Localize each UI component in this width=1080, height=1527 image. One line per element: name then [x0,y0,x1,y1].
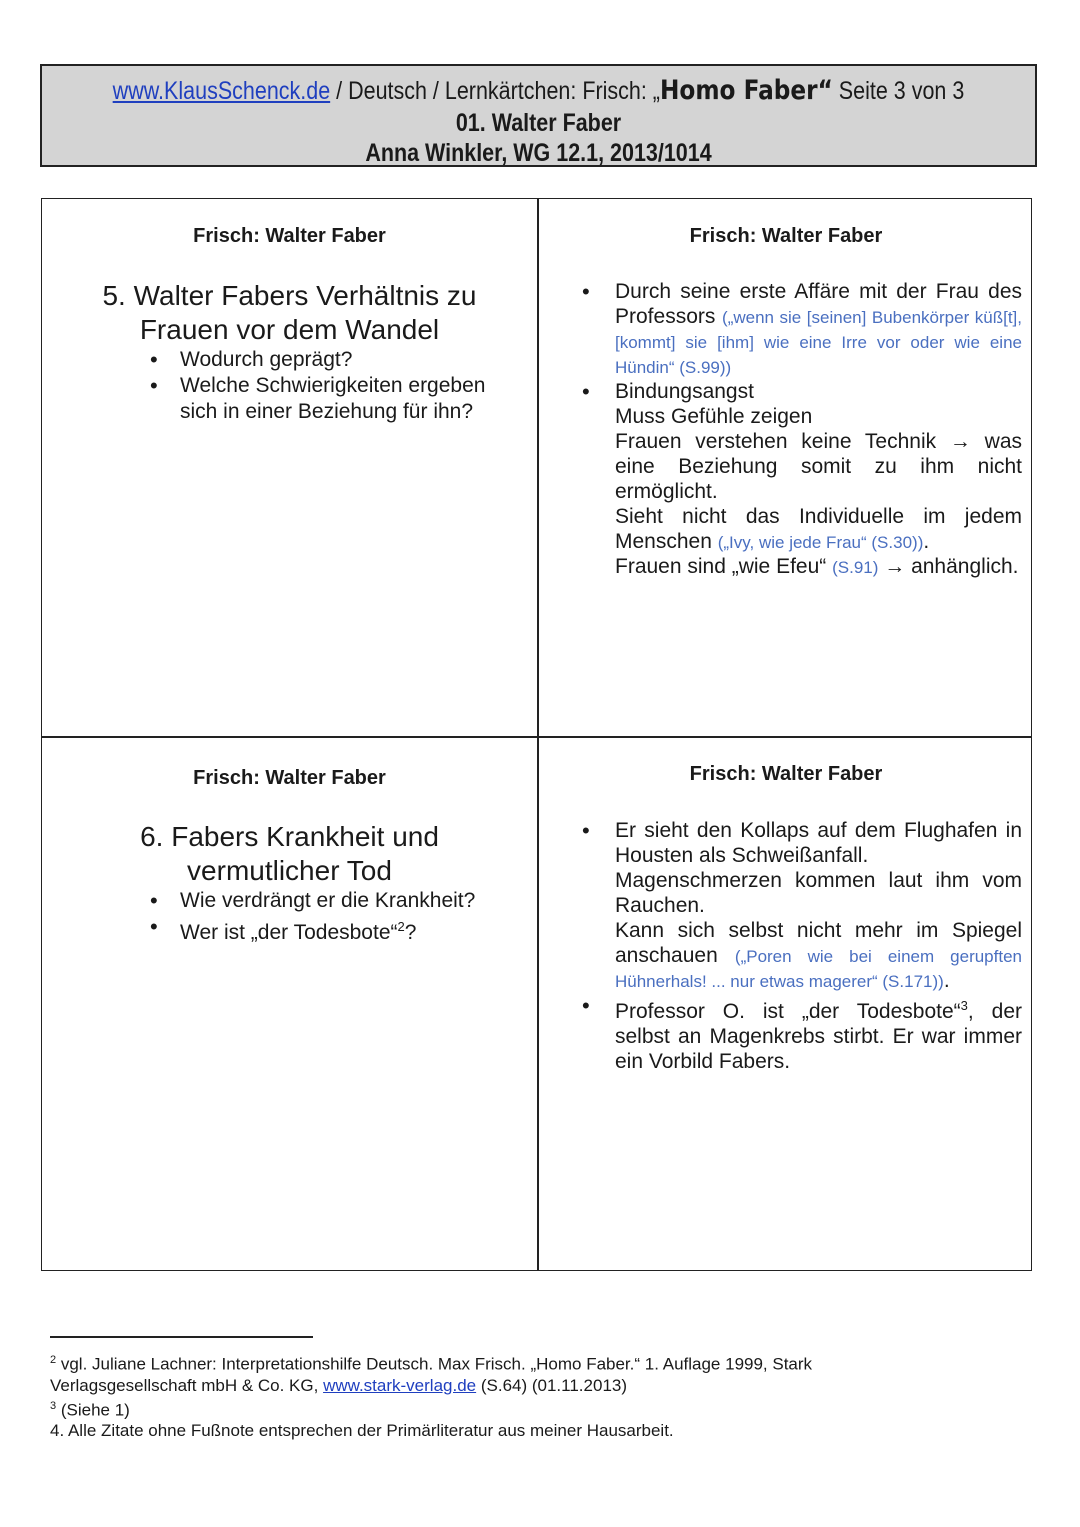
book-title: Homo Faber“ [659,75,833,106]
answer-text: Magenschmerzen kommen laut ihm vom Rauchen. [615,869,1022,917]
answer-text: Durch seine erste Affäre mit der Frau des Professors [615,280,1022,328]
list-item: • Wer ist „der Todesbote“$^2$? [150,914,500,946]
header-path: / Deutsch / Lernkärtchen: Frisch: „ [330,77,660,105]
page-indicator: Seite 3 von 3 [832,77,965,105]
answer-text: • Er sieht den Kollaps auf dem Flughafen in Housten als Schweißanfall. [615,819,1022,867]
list-item [582,818,1022,993]
list-item [582,279,1022,379]
header-author: Anna Winkler, WG 12.1, 2013/1014 [365,139,712,167]
footnote-2: $^2$ vgl. Juliane Lachner: Interpretationshilfe Deutsch. Max Frisch. „Homo Faber.“ 1. Auflage 1999, Stark Verlagsgesellschaft mbH & Co. KG, www.stark-verlag.de (S.64) (01.11.2013) [50,1354,813,1395]
question-list [150,347,500,425]
card-answer-6 [539,738,1033,1270]
answer-list [582,818,1022,1074]
citation: (S.91) [832,558,879,577]
question-list [150,888,500,946]
citation: („Ivy, wie jede Frau“ (S.30)) [717,533,924,552]
question-heading: 5. Walter Fabers Verhältnis zu Frauen vor dem Wandel [102,280,477,345]
answer-text: • Bindungsangst [615,380,754,403]
card-title: Frisch: Walter Faber [689,225,883,247]
header-line [112,76,966,106]
card-title: Frisch: Walter Faber [689,763,883,785]
citation: („wenn sie [seinen] Bubenkörper küß[t], [kommt] sie [ihm] wie eine Irre vor oder wie eine Hündin“ (S.99)) [615,308,1022,377]
card-title: Frisch: Walter Faber [193,767,386,789]
answer-list [582,279,1022,579]
answer-text: Muss Gefühle zeigen [615,405,813,428]
answer-text: Sieht nicht das Individuelle im jedem Menschen („Ivy, wie jede Frau“ (S.30)). [615,505,1022,553]
site-link[interactable]: www.KlausSchenck.de [112,77,331,105]
footnote-4: 4. Alle Zitate ohne Fußnote entsprechen der Primärliteratur aus meiner Hausarbeit. [50,1421,674,1441]
answer-text: Frauen sind „wie Efeu“ (S.91) → anhänglich. [615,555,1019,578]
card-question-6 [42,738,537,1270]
footnote-3: $^3$ (Siehe 1) [50,1399,130,1420]
list-item [582,379,1022,579]
publisher-link[interactable]: www.stark-verlag.de [323,1375,477,1395]
page-header [40,64,1037,167]
header-subtitle: 01. Walter Faber [455,109,622,137]
card-answer-5 [539,199,1033,736]
answer-text: Frauen verstehen keine Technik → was eine Beziehung somit zu ihm nicht ermöglicht. [615,430,1022,503]
card-question-5 [42,199,537,736]
list-item: • Professor O. ist „der Todesbote“$^3$, der selbst an Magenkrebs stirbt. Er war immer ein Vorbild Fabers. [582,993,1022,1074]
card-title: Frisch: Walter Faber [193,225,386,247]
answer-text: Kann sich selbst nicht mehr im Spiegel anschauen („Poren wie bei einem gerupften Hühnerhals! ... nur etwas magerer“ (S.171)). [615,919,1022,992]
flashcard-grid [41,198,1032,1271]
question-heading: 6. Fabers Krankheit und vermutlicher Tod [140,821,439,886]
footnote-separator [50,1336,313,1338]
list-item: • Wie verdrängt er die Krankheit? [150,888,500,914]
list-item: • Wodurch geprägt? [150,347,500,373]
list-item: • Welche Schwierigkeiten ergeben sich in einer Beziehung für ihn? [150,373,500,425]
footnotes [50,1350,950,1441]
citation: („Poren wie bei einem gerupften Hühnerhals! ... nur etwas magerer“ (S.171)) [615,947,1022,991]
